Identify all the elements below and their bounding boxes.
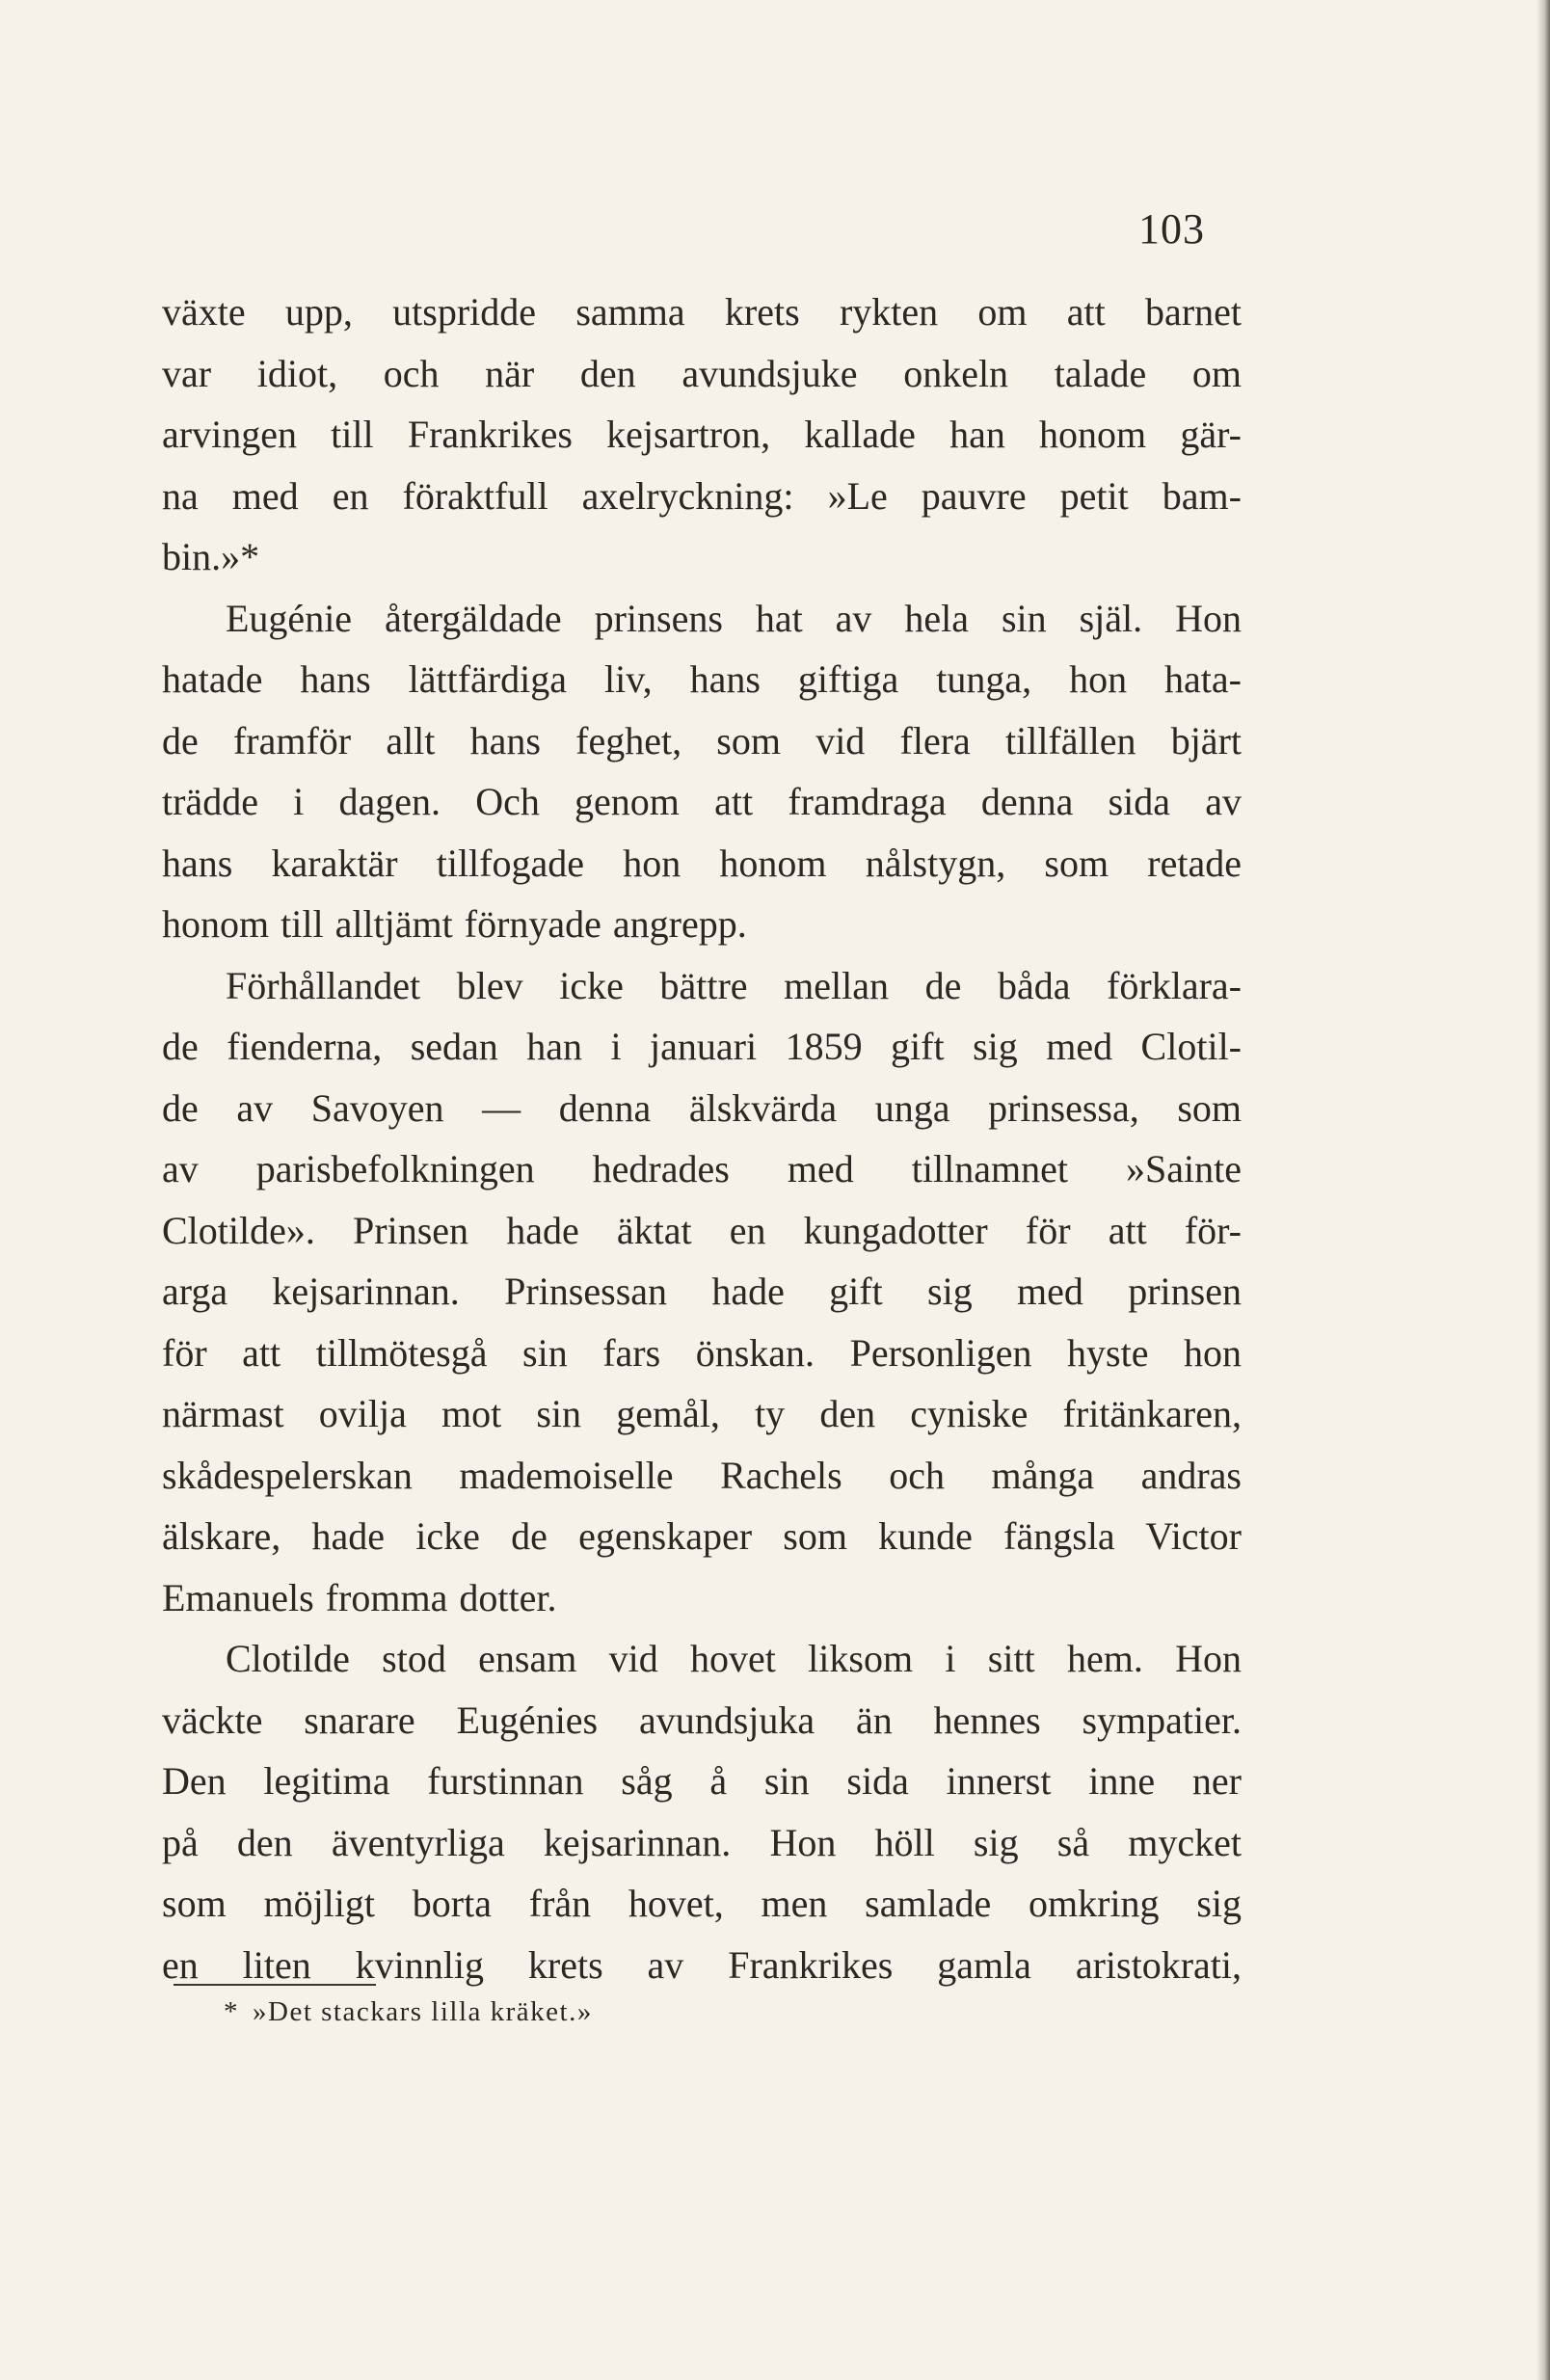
text-line: hans karaktär tillfogade hon honom nålstygn, som retade bbox=[162, 841, 1242, 885]
text-line: Clotilde». Prinsen hade äktat en kungadotter för att för- bbox=[162, 1208, 1242, 1252]
text-line: älskare, hade icke de egenskaper som kunde fängsla Victor bbox=[162, 1514, 1242, 1558]
text-line: arga kejsarinnan. Prinsessan hade gift sig med prinsen bbox=[162, 1270, 1242, 1313]
text-line: för att tillmötesgå sin fars önskan. Personligen hyste hon bbox=[162, 1330, 1242, 1375]
text-line: växte upp, utspridde samma krets rykten om att barnet bbox=[162, 290, 1242, 334]
text-line: arvingen till Frankrikes kejsartron, kallade han honom gär- bbox=[162, 413, 1242, 456]
text-line: de framför allt hans feghet, som vid flera tillfällen bjärt bbox=[162, 718, 1242, 762]
footnote-text: »Det stackars lilla kräket.» bbox=[253, 1996, 593, 2027]
text-line: Clotilde stod ensam vid hovet liksom i sitt hem. Hon bbox=[226, 1637, 1242, 1680]
text-line: var idiot, och när den avundsjuke onkeln talade om bbox=[162, 351, 1242, 395]
text-line: na med en föraktfull axelryckning: »Le pauvre petit bam- bbox=[162, 473, 1242, 518]
text-line: Eugénie återgäldade prinsens hat av hela sin själ. Hon bbox=[226, 596, 1242, 640]
text-line: de fienderna, sedan han i januari 1859 gift sig med Clotil- bbox=[162, 1025, 1242, 1068]
text-line: trädde i dagen. Och genom att framdraga denna sida av bbox=[162, 780, 1242, 823]
page-edge-shadow bbox=[1537, 0, 1550, 2380]
text-line: en liten kvinnlig krets av Frankrikes gamla aristokrati, bbox=[162, 1942, 1242, 1987]
page-number: 103 bbox=[1138, 205, 1205, 253]
text-line: Emanuels fromma dotter. bbox=[162, 1575, 557, 1619]
text-line: de av Savoyen — denna älskvärda unga prinsessa, som bbox=[162, 1085, 1242, 1130]
footnote-mark: * bbox=[224, 1996, 239, 2027]
text-line: väckte snarare Eugénies avundsjuka än hennes sympatier. bbox=[162, 1698, 1242, 1742]
text-line: Den legitima furstinnan såg å sin sida innerst inne ner bbox=[162, 1759, 1242, 1803]
body-text bbox=[162, 281, 1242, 1995]
text-line: bin.»* bbox=[162, 535, 260, 578]
text-line: skådespelerskan mademoiselle Rachels och många andras bbox=[162, 1453, 1242, 1497]
text-line: närmast ovilja mot sin gemål, ty den cyniske fritänkaren, bbox=[162, 1392, 1242, 1435]
text-line: Förhållandet blev icke bättre mellan de båda förklara- bbox=[226, 963, 1242, 1007]
text-line: hatade hans lättfärdiga liv, hans giftiga tunga, hon hata- bbox=[162, 657, 1242, 701]
text-line: av parisbefolkningen hedrades med tillnamnet »Sainte bbox=[162, 1147, 1242, 1190]
footnote bbox=[224, 1996, 593, 2028]
text-line: på den äventyrliga kejsarinnan. Hon höll sig så mycket bbox=[162, 1820, 1242, 1864]
footnote-divider bbox=[174, 1984, 376, 1986]
text-line: honom till alltjämt förnyade angrepp. bbox=[162, 902, 747, 946]
text-line: som möjligt borta från hovet, men samlade omkring sig bbox=[162, 1882, 1242, 1925]
